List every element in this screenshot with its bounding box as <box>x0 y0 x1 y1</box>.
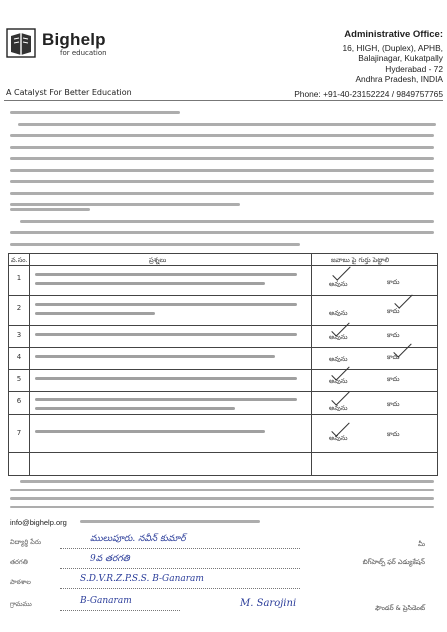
answer-no-1: కాదు <box>387 278 400 286</box>
header-divider <box>4 100 443 101</box>
label-student-name: విద్యార్థి పేరు <box>10 538 42 546</box>
answer-yes-5: అవును <box>329 377 348 385</box>
question-1 <box>35 273 305 291</box>
question-3 <box>35 333 305 342</box>
row-number: 6 <box>16 397 22 405</box>
answer-yes-2: అవును <box>329 309 348 317</box>
answer-yes-3: అవును <box>329 333 348 341</box>
row-number: 7 <box>16 429 22 437</box>
questionnaire-table <box>8 253 438 476</box>
answer-no-6: కాదు <box>387 400 400 408</box>
closing-org: బిగ్‌హెల్ప్ ఫర్ ఎడ్యుకేషన్ <box>362 558 425 566</box>
contact-email: info@bighelp.org <box>10 518 67 527</box>
student-name-value: ములుపూరు. నవీన్ కుమార్ <box>90 534 186 544</box>
closing-founder: ఫౌండర్ & ప్రెసిడెంట్ <box>375 604 425 612</box>
label-school: పాఠశాల <box>10 578 31 586</box>
question-2 <box>35 303 305 321</box>
answer-yes-4: అవును <box>329 355 348 363</box>
tick-mark-icon <box>394 290 412 308</box>
intro-paragraph <box>10 111 436 215</box>
instructions-paragraph <box>10 208 436 254</box>
label-village: గ్రామము <box>10 600 32 608</box>
closing-yours: మీ <box>418 540 425 548</box>
office-title: Administrative Office: <box>344 29 443 40</box>
question-5 <box>35 377 305 386</box>
school-value: S.D.V.R.Z.P.S.S. B-Ganaram <box>80 574 204 584</box>
row-number: 3 <box>16 331 22 339</box>
row-number: 2 <box>16 304 22 312</box>
office-address <box>243 30 443 100</box>
office-line-4: Andhra Pradesh, INDIA <box>355 74 443 85</box>
label-class: తరగతి <box>10 558 28 566</box>
tick-mark-icon <box>393 339 411 357</box>
answer-yes-6: అవును <box>329 404 348 412</box>
answer-no-7: కాదు <box>387 430 400 438</box>
office-phone: Phone: +91-40-23152224 / 9849757765 <box>294 88 443 99</box>
answer-yes-1: అవును <box>329 280 348 288</box>
col-header-answer: జవాబు పై గుర్తు పెట్టాలి <box>331 256 390 264</box>
bighelp-logo-icon <box>6 28 36 58</box>
question-4 <box>35 355 305 364</box>
office-line-3: Hyderabad - 72 <box>385 63 443 74</box>
answer-yes-7: అవును <box>329 434 348 442</box>
col-header-question: ప్రశ్నలు <box>149 256 167 264</box>
row-number: 5 <box>16 375 22 383</box>
answer-no-4: కాదు <box>387 353 400 361</box>
answer-no-3: కాదు <box>387 331 400 339</box>
signature: M. Sarojini <box>240 598 297 609</box>
col-header-number: వ.సం. <box>11 256 28 264</box>
tagline: A Catalyst For Better Education <box>6 88 132 97</box>
class-value: 9వ తరగతి <box>90 554 130 564</box>
office-line-1: 16, HIGH, (Duplex), APHB, <box>342 42 443 53</box>
closing-paragraph <box>10 480 436 514</box>
brand-name: Bighelp <box>42 30 106 49</box>
answer-no-5: కాదు <box>387 375 400 383</box>
question-7 <box>35 430 305 439</box>
email-line-text <box>80 520 380 531</box>
question-6 <box>35 398 305 416</box>
office-line-2: Balajinagar, Kukatpally <box>358 53 443 64</box>
row-number: 4 <box>16 353 22 361</box>
answer-no-2: కాదు <box>387 307 400 315</box>
brand-subtitle: for education <box>60 49 107 57</box>
village-value: B-Ganaram <box>80 596 132 606</box>
row-number: 1 <box>16 274 22 282</box>
